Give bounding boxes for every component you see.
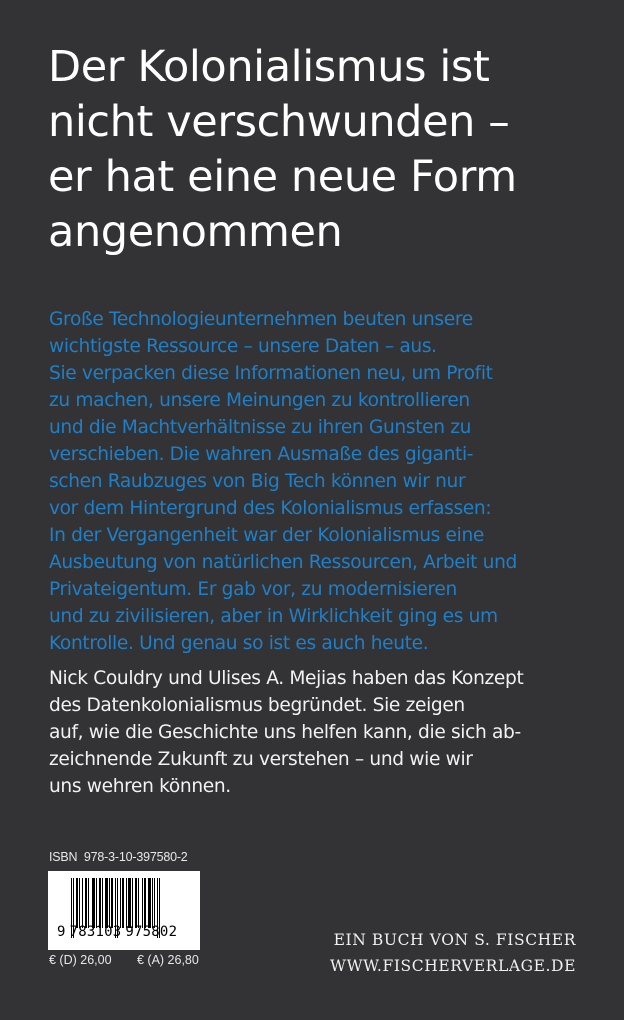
barcode-digit-group: 783103 [69, 924, 122, 940]
barcode [48, 871, 200, 950]
blurb-line: und die Machtverhältnisse zu ihren Gunsten zu [49, 417, 472, 438]
headline [48, 40, 618, 260]
headline-line: angenommen [48, 207, 343, 257]
blurb-line: vor dem Hintergrund des Kolonialismus erfassen: [49, 498, 492, 519]
blurb-line: In der Vergangenheit war der Kolonialismus eine [49, 525, 484, 546]
blurb-line: Sie verpacken diese Informationen neu, um Profit [49, 363, 493, 384]
publisher-website: WWW.FISCHERVERLAGE.DE [330, 957, 576, 975]
blurb-line: Ausbeutung von natürlichen Ressourcen, Arbeit und [49, 552, 517, 573]
isbn-label: ISBN 978-3-10-397580-2 [49, 850, 188, 864]
headline-line: er hat eine neue Form [48, 152, 517, 202]
authors-line: Nick Couldry und Ulises A. Mejias haben das Konzept [49, 668, 524, 689]
blurb-line: verschieben. Die wahren Ausmaße des giganti- [49, 444, 474, 465]
price-austria: € (A) 26,80 [137, 953, 199, 967]
blurb-line: Große Technologieunternehmen beuten unsere [49, 309, 473, 330]
publisher-line: EIN BUCH VON S. FISCHER [333, 931, 576, 949]
authors-line: des Datenkolonialismus begründet. Sie zeigen [49, 695, 465, 716]
headline-line: nicht verschwunden – [48, 97, 510, 147]
headline-line: Der Kolonialismus ist [48, 42, 490, 92]
blurb-line: wichtigste Ressource – unsere Daten – aus. [49, 336, 437, 357]
barcode-digit-prefix: 9 [57, 924, 66, 940]
authors-paragraph [49, 665, 619, 800]
publisher-imprint [330, 927, 576, 979]
authors-line: zeichnende Zukunft zu verstehen – und wie wir [49, 749, 473, 770]
blurb-line: schen Raubzuges von Big Tech können wir nur [49, 471, 466, 492]
price-germany: € (D) 26,00 [49, 953, 112, 967]
blurb-line: zu machen, unsere Meinungen zu kontrollieren [49, 390, 470, 411]
authors-line: uns wehren können. [49, 776, 231, 797]
barcode-digit-group: 975802 [125, 924, 178, 940]
blurb-paragraph [49, 306, 619, 657]
blurb-line: Kontrolle. Und genau so ist es auch heute. [49, 633, 429, 654]
authors-line: auf, wie die Geschichte uns helfen kann, die sich ab- [49, 722, 521, 743]
blurb-line: und zu zivilisieren, aber in Wirklichkeit ging es um [49, 606, 498, 627]
barcode-number [57, 924, 177, 940]
blurb-line: Privateigentum. Er gab vor, zu modernisieren [49, 579, 457, 600]
